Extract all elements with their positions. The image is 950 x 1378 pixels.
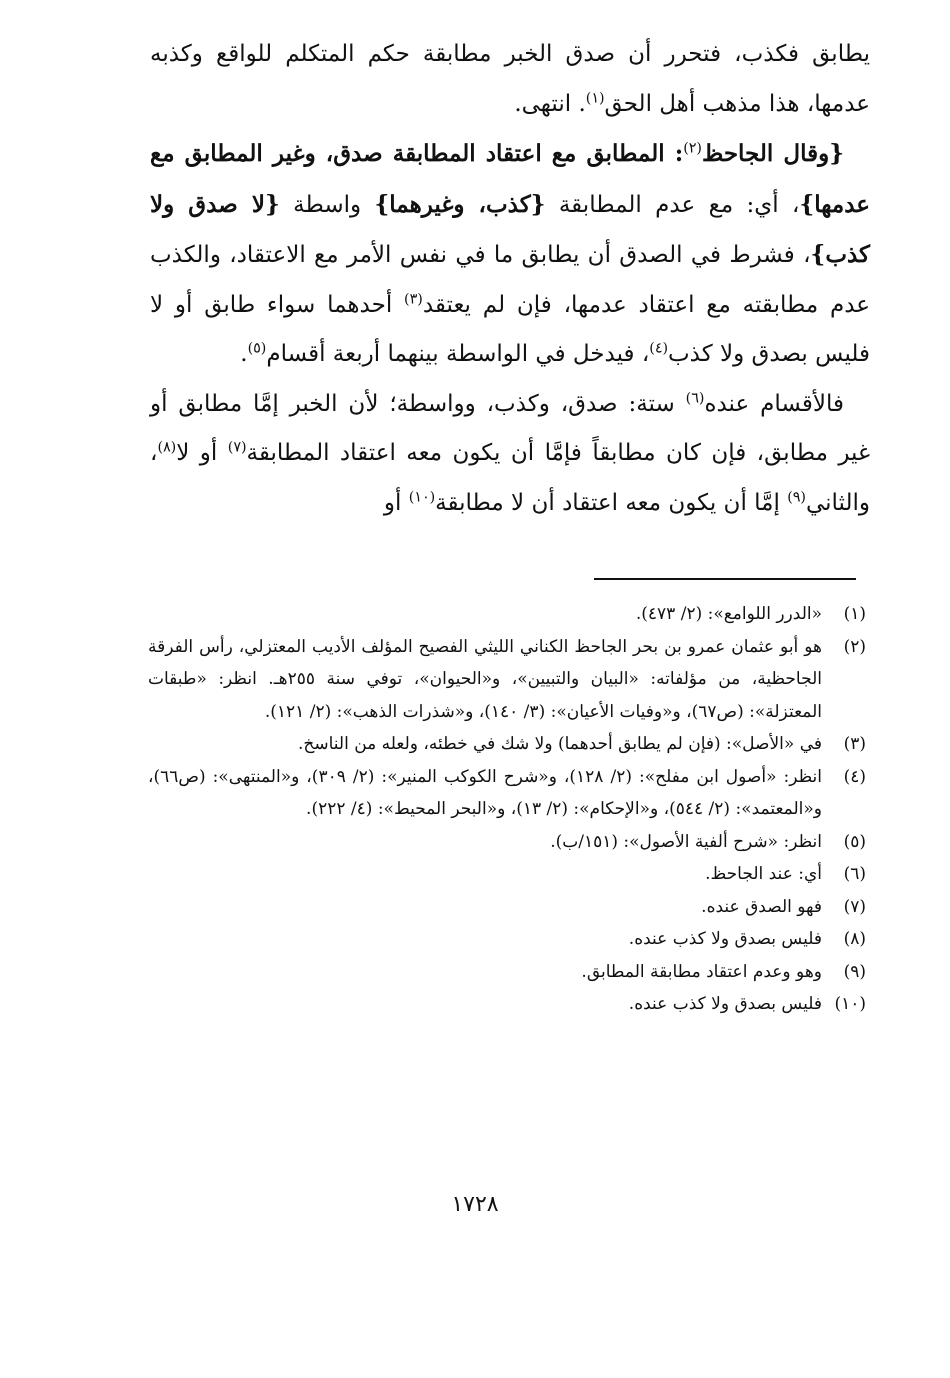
footnote-text: «الدرر اللوامع»: (٢/ ٤٧٣).: [635, 604, 822, 624]
paragraph-3-text-3: أو لا: [176, 440, 228, 466]
footnote-number: (٣): [843, 734, 866, 754]
footnote-ref-8: (٨): [157, 439, 177, 456]
footnote-item: [148, 598, 870, 631]
footnote-item: [148, 891, 870, 924]
footnote-ref-3: (٣): [404, 290, 423, 307]
paragraph-1-text: يطابق فكذب، فتحرر أن صدق الخبر مطابقة حكم المتكلم للواقع وكذبه عدمها، هذا مذهب أهل الحق: [150, 41, 870, 117]
footnote-item: [148, 761, 870, 826]
footnote-number: (٢): [843, 636, 866, 657]
footnote-number: (٩): [843, 961, 866, 982]
footnote-item: [148, 923, 870, 956]
footnote-text: فليس بصدق ولا كذب عنده.: [628, 994, 822, 1014]
paragraph-1: [150, 30, 870, 129]
footnote-text: في «الأصل»: (فإن لم يطابق أحدهما) ولا شك في خطئه، ولعله من الناسخ.: [297, 734, 822, 754]
paragraph-3-text-4: ، والثاني: [150, 440, 870, 516]
footnote-ref-9: (٩): [787, 488, 806, 505]
footnote-item: [148, 956, 870, 989]
footnote-item: [148, 826, 870, 859]
footnote-ref-2: (٢): [683, 140, 702, 157]
commentary-text-4: أحدهما سواء طابق أو لا فليس بصدق ولا كذب: [150, 291, 870, 367]
footnote-item: [148, 728, 870, 761]
footnote-ref-4: (٤): [649, 340, 669, 357]
footnote-number: (٨): [843, 929, 866, 949]
paragraph-3-text-2: ستة: صدق، وكذب، وواسطة؛ لأن الخبر إمَّا مطابق أو غير مطابق، فإن كان مطابقاً فإمَّا أن يكون معه اعتقاد المطابقة: [150, 390, 870, 466]
footnote-text: فليس بصدق ولا كذب عنده.: [628, 929, 822, 949]
footnote-number: (١٠): [834, 994, 866, 1014]
footnote-ref-6: (٦): [685, 389, 705, 406]
paragraph-3-text-1: فالأقسام عنده: [704, 390, 844, 417]
commentary-text-2: واسطة: [279, 191, 375, 218]
footnote-text: وهو وعدم اعتقاد مطابقة المطابق.: [581, 961, 822, 982]
footnote-text: هو أبو عثمان عمرو بن بحر الجاحظ الكناني الليثي الفصيح المؤلف الأديب المعتزلي، رأس الفرقة الجاحظية، من مؤلفاته: «البيان والتبيين»، و«الحيوان»، توفي سنة ٢٥٥هـ. انظر: «طبقات المعتزلة»: (ص٦٧)، و«وفيات الأعيان»: (٣/ ١٤٠)، و«شذرات الذهب»: (٢/ ١٢١).: [148, 636, 822, 722]
footnote-item: [148, 858, 870, 891]
footnote-number: (١): [843, 604, 866, 624]
footnote-ref-7: (٧): [227, 439, 247, 456]
matn-quote-1: {وقال الجاحظ: [701, 140, 844, 167]
footnote-item: [148, 631, 870, 729]
footnote-ref-10: (١٠): [408, 488, 436, 505]
matn-quote-3: {كذب، وغيرهما}: [374, 190, 546, 218]
footnote-number: (٧): [843, 896, 866, 917]
commentary-text-5: ، فيدخل في الواسطة بينهما أربعة أقسام: [266, 341, 650, 367]
paragraph-2: [150, 129, 870, 380]
footnote-number: (٦): [843, 864, 866, 884]
matn-quote-2: : المطابق مع اعتقاد المطابقة صدق، وغير المطابق مع عدمها}: [150, 140, 870, 218]
paragraph-3: [150, 380, 870, 529]
footnote-number: (٤): [843, 766, 866, 787]
footnote-item: [148, 988, 870, 1021]
paragraph-3-text-6: أو: [383, 489, 409, 516]
footnote-text: انظر: «أصول ابن مفلح»: (٢/ ١٢٨)، و«شرح الكوكب المنير»: (٢/ ٣٠٩)، و«المنتهى»: (ص٦٦)، و«المعتمد»: (٢/ ٥٤٤)، و«الإحكام»: (٢/ ١٣)، و«البحر المحيط»: (٤/ ٢٢٢).: [148, 766, 822, 819]
footnotes: [148, 598, 870, 1021]
footnote-ref-5: (٥): [247, 340, 267, 357]
footnote-ref-1: (١): [585, 89, 605, 106]
footnote-text: فهو الصدق عنده.: [701, 896, 822, 917]
commentary-text-3: ، فشرط في الصدق أن يطابق ما في نفس الأمر مع الاعتقاد، والكذب عدم مطابقته مع اعتقاد عدمها، فإن لم يعتقد: [150, 242, 871, 318]
footnote-text: أي: عند الجاحظ.: [705, 864, 822, 884]
footnote-text: انظر: «شرح ألفية الأصول»: (١٥١/ب).: [550, 831, 822, 852]
page-number: ١٧٢٨: [451, 1192, 499, 1217]
commentary-text-6: .: [240, 341, 248, 367]
paragraph-1-tail: . انتهى.: [514, 90, 586, 117]
footnote-number: (٥): [843, 831, 866, 852]
matn-quote-4: {لا صدق ولا كذب}: [150, 190, 870, 268]
main-text: [150, 30, 870, 528]
footnote-separator: [594, 578, 856, 580]
paragraph-3-text-5: إمَّا أن يكون معه اعتقاد أن لا مطابقة: [435, 489, 788, 516]
commentary-text-1: ، أي: مع عدم المطابقة: [545, 191, 800, 218]
